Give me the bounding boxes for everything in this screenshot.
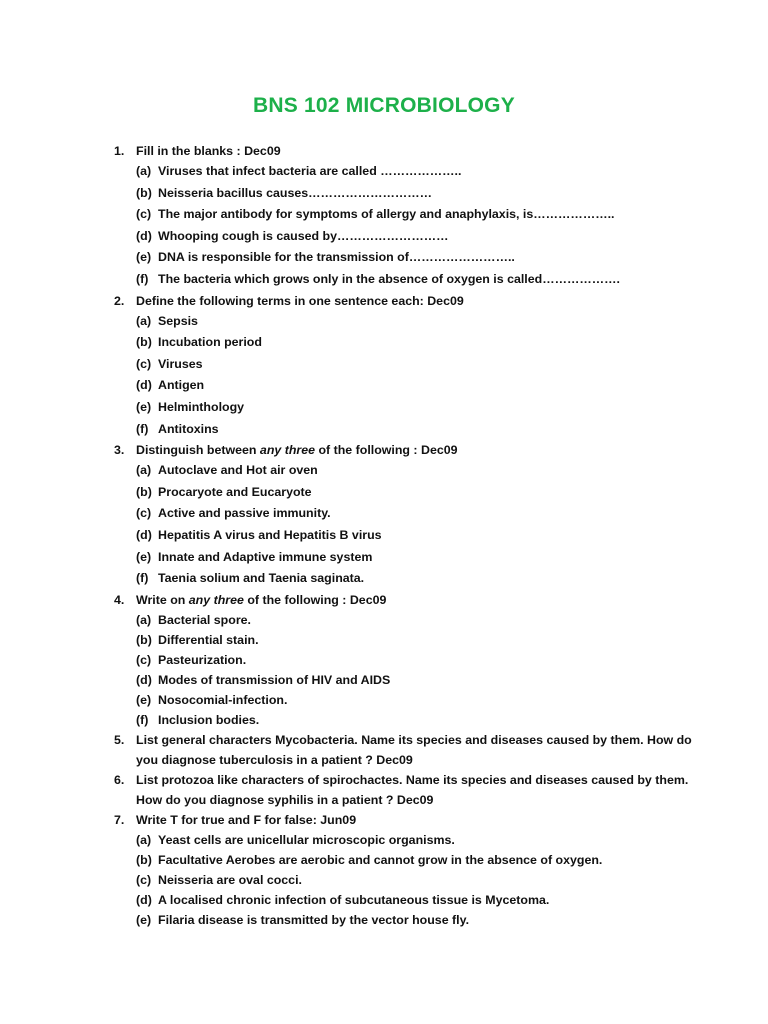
list-item: [0, 204, 768, 226]
item-label: (a): [136, 832, 152, 847]
item-label: (c): [136, 207, 152, 222]
item-text: Antitoxins: [158, 421, 219, 436]
question-number: 4.: [114, 592, 125, 607]
item-label: (e): [136, 549, 152, 564]
item-label: (c): [136, 872, 152, 887]
item-text: A localised chronic infection of subcutaneous tissue is Mycetoma.: [158, 892, 550, 907]
item-text: The bacteria which grows only in the absence of oxygen is called……………….: [158, 271, 620, 286]
page-title: BNS 102 MICROBIOLOGY: [253, 94, 515, 117]
question-number: 3.: [114, 443, 125, 458]
list-item: [0, 183, 768, 205]
item-label: (a): [136, 313, 152, 328]
item-text: Taenia solium and Taenia saginata.: [158, 571, 365, 586]
item-text: Viruses: [158, 356, 203, 371]
item-text: Neisseria bacillus causes…………………………: [158, 185, 433, 200]
question-number: 7.: [114, 812, 125, 827]
list-item: [0, 226, 768, 248]
list-item: [0, 568, 768, 590]
list-item: [0, 460, 768, 482]
list-item: [0, 910, 768, 930]
list-item: [0, 870, 768, 890]
question-text-emphasis: any three: [188, 592, 244, 607]
item-label: (b): [136, 852, 152, 867]
item-text: Incubation period: [158, 335, 262, 350]
item-text: Yeast cells are unicellular microscopic organisms.: [158, 832, 455, 847]
item-label: (e): [136, 250, 152, 265]
list-item: [0, 311, 768, 333]
item-label: (e): [136, 912, 152, 927]
list-item: [0, 525, 768, 547]
list-item: [0, 503, 768, 525]
list-item: [0, 650, 768, 670]
question-text: [136, 590, 386, 610]
question-7: [0, 810, 768, 930]
list-item: [0, 161, 768, 183]
question-text-line-1: List general characters Mycobacteria. Name its species and diseases caused by them. How do: [136, 732, 692, 747]
list-item: [0, 630, 768, 650]
item-text: Nosocomial-infection.: [158, 692, 288, 707]
question-text-line-2: How do you diagnose syphilis in a patient ? Dec09: [136, 792, 434, 807]
item-label: (d): [136, 378, 152, 393]
list-item: [0, 269, 768, 291]
item-label: (d): [136, 527, 152, 542]
item-text: Filaria disease is transmitted by the vector house fly.: [158, 912, 470, 927]
item-text: Helminthology: [158, 399, 245, 414]
question-text: Define the following terms in one sentence each: Dec09: [136, 293, 464, 308]
item-label: (c): [136, 356, 152, 371]
list-item: [0, 610, 768, 630]
question-text-post: of the following : Dec09: [315, 443, 458, 458]
question-1: [0, 141, 768, 291]
list-item: [0, 830, 768, 850]
question-4: [0, 590, 768, 730]
question-list: [0, 141, 768, 930]
item-text: Inclusion bodies.: [158, 712, 260, 727]
item-label: (d): [136, 228, 152, 243]
list-item: [0, 375, 768, 397]
list-item: [0, 850, 768, 870]
item-label: (f): [136, 571, 149, 586]
item-text: Facultative Aerobes are aerobic and cannot grow in the absence of oxygen.: [158, 852, 603, 867]
item-text: The major antibody for symptoms of allergy and anaphylaxis, is………………..: [158, 207, 615, 222]
question-text: [136, 440, 458, 460]
list-item: [0, 247, 768, 269]
question-text-post: of the following : Dec09: [243, 592, 387, 607]
item-label: (e): [136, 399, 152, 414]
item-label: (b): [136, 632, 152, 647]
question-6: [0, 770, 768, 810]
item-text: Innate and Adaptive immune system: [158, 549, 373, 564]
question-5: [0, 730, 768, 770]
question-text: Fill in the blanks : Dec09: [136, 144, 281, 158]
item-text: Hepatitis A virus and Hepatitis B virus: [158, 527, 382, 542]
question-text-line-1: List protozoa like characters of spirochactes. Name its species and diseases caused by them.: [136, 772, 689, 787]
question-text-pre: Write on: [136, 592, 189, 607]
item-text: DNA is responsible for the transmission of……………………..: [158, 250, 515, 265]
question-number: 6.: [114, 772, 125, 787]
list-item: [0, 690, 768, 710]
item-text: Bacterial spore.: [158, 612, 251, 627]
item-text: Differential stain.: [158, 632, 259, 647]
item-label: (a): [136, 164, 152, 178]
list-item: [0, 547, 768, 569]
item-label: (c): [136, 506, 152, 521]
list-item: [0, 670, 768, 690]
item-label: (a): [136, 463, 152, 478]
question-number: 2.: [114, 293, 125, 308]
list-item: [0, 419, 768, 441]
item-text: Neisseria are oval cocci.: [158, 872, 302, 887]
item-label: (e): [136, 692, 152, 707]
item-text: Procaryote and Eucaryote: [158, 484, 312, 499]
question-number: 5.: [114, 732, 125, 747]
item-text: Active and passive immunity.: [158, 506, 331, 521]
item-label: (f): [136, 271, 149, 286]
list-item: [0, 397, 768, 419]
item-text: Viruses that infect bacteria are called ………………..: [158, 164, 462, 178]
item-label: (d): [136, 672, 152, 687]
list-item: [0, 354, 768, 376]
question-text-pre: Distinguish between: [136, 443, 260, 458]
item-label: (b): [136, 484, 152, 499]
item-label: (d): [136, 892, 152, 907]
item-text: Antigen: [158, 378, 205, 393]
question-2: [0, 291, 768, 441]
question-text: Write T for true and F for false: Jun09: [136, 812, 357, 827]
item-text: Whooping cough is caused by………………………: [158, 228, 449, 243]
item-label: (a): [136, 612, 152, 627]
question-text-emphasis: any three: [259, 443, 316, 458]
list-item: [0, 482, 768, 504]
item-text: Pasteurization.: [158, 652, 247, 667]
question-number: 1.: [114, 144, 125, 158]
item-label: (b): [136, 185, 152, 200]
list-item: [0, 710, 768, 730]
item-text: Modes of transmission of HIV and AIDS: [158, 672, 391, 687]
question-text-line-2: you diagnose tuberculosis in a patient ? Dec09: [136, 752, 413, 767]
item-text: Sepsis: [158, 313, 198, 328]
list-item: [0, 332, 768, 354]
item-label: (b): [136, 335, 152, 350]
item-label: (c): [136, 652, 152, 667]
item-label: (f): [136, 421, 149, 436]
question-3: [0, 440, 768, 590]
list-item: [0, 890, 768, 910]
item-text: Autoclave and Hot air oven: [158, 463, 318, 478]
item-label: (f): [136, 712, 149, 727]
